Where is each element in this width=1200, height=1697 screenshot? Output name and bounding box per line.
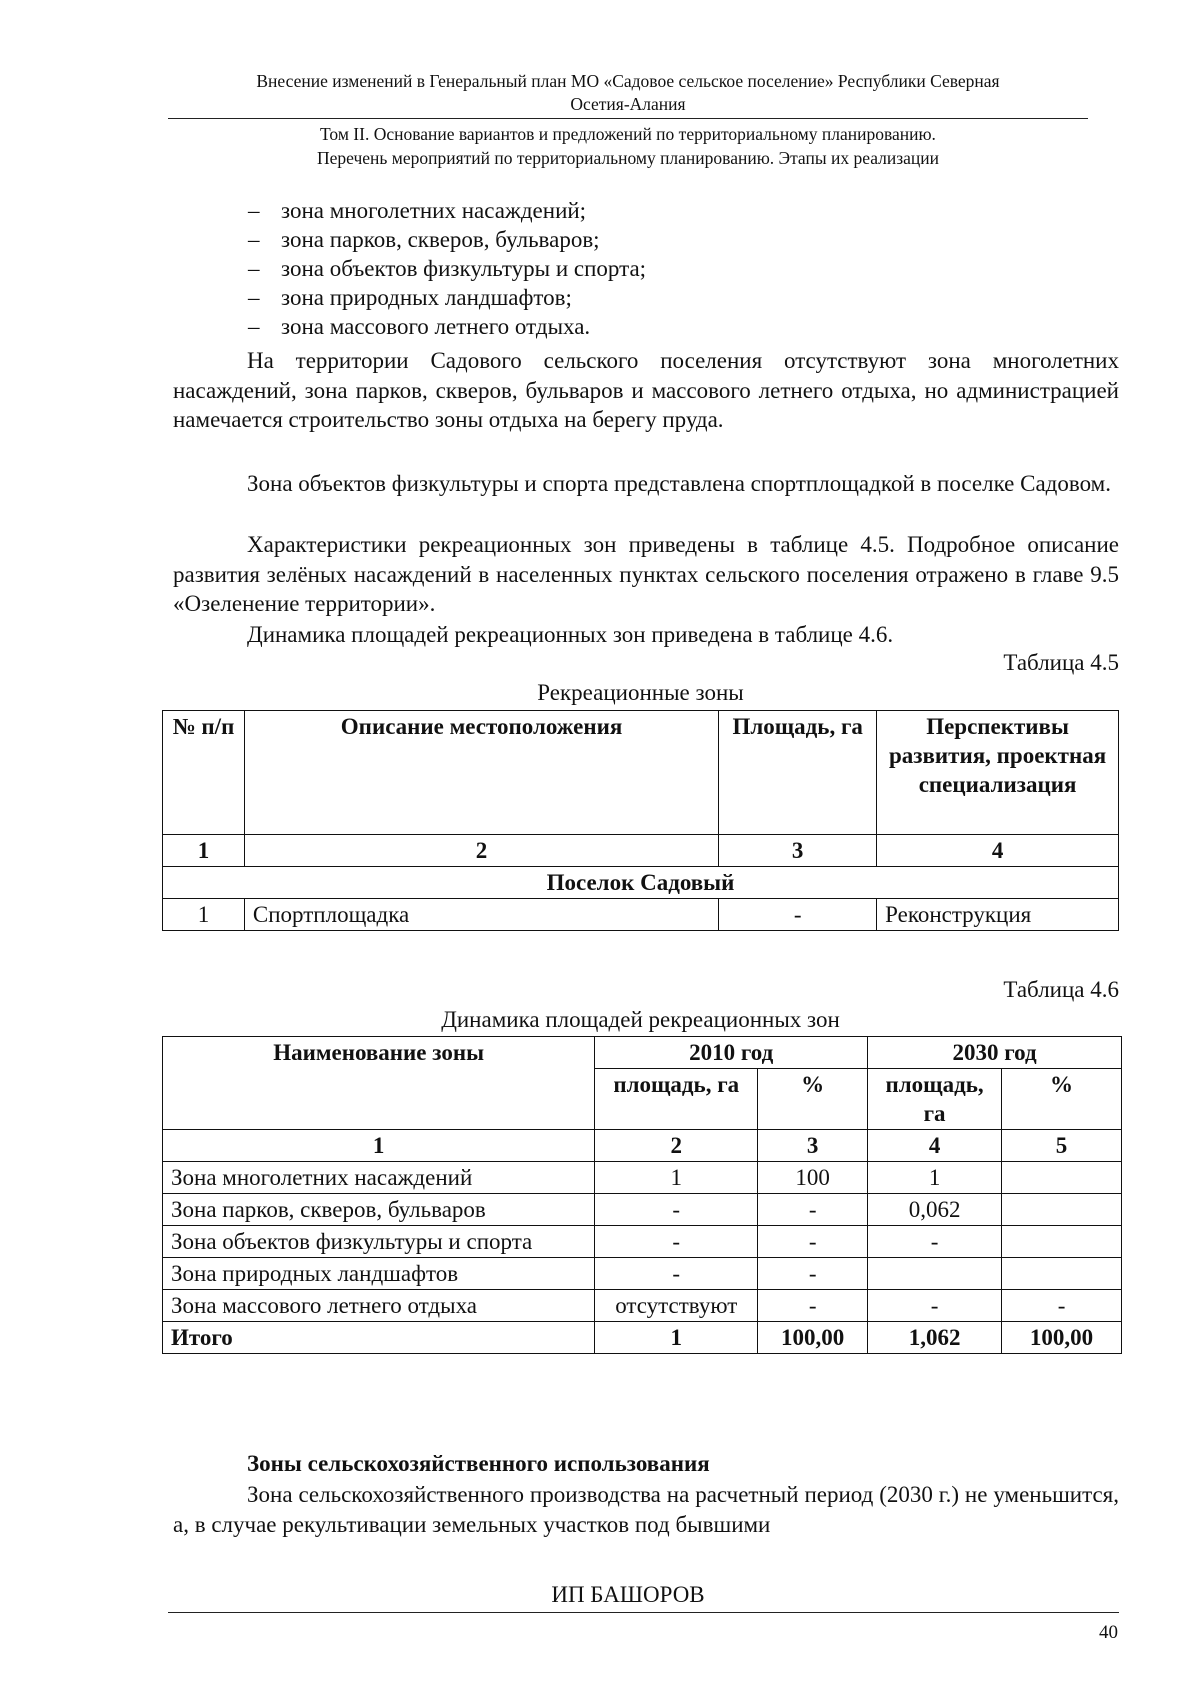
paragraph-2: Зона объектов физкультуры и спорта представлена спортплощадкой в поселке Садовом. xyxy=(247,471,1111,496)
table-row: Зона массового летнего отдыха отсутствуют - - - xyxy=(163,1290,1122,1322)
document-header-title xyxy=(168,70,1088,116)
document-header-subtitle xyxy=(168,122,1088,170)
list-item: – зона природных ландшафтов; xyxy=(248,285,572,310)
header-cell: Описание местоположения xyxy=(244,711,718,835)
paragraph-5: Зона сельскохозяйственного производства на расчетный период (2030 г.) не уменьшится, а, в случае рекультивации земельных участков под бывшими xyxy=(173,1482,1119,1537)
table-section-row xyxy=(163,867,1119,899)
header-line-4: Перечень мероприятий по территориальному планированию. Этапы их реализации xyxy=(317,148,939,168)
header-line-1: Внесение изменений в Генеральный план МО «Садовое сельское поселение» Республики Северная xyxy=(256,71,1000,91)
table-row: Зона парков, скверов, бульваров - - 0,062 xyxy=(163,1194,1122,1226)
header-cell: 2010 год xyxy=(595,1037,868,1069)
section-title: Поселок Садовый xyxy=(163,867,1119,899)
table-row: Зона природных ландшафтов - - xyxy=(163,1258,1122,1290)
footer-org: ИП БАШОРОВ xyxy=(551,1582,705,1607)
table-4-5 xyxy=(162,710,1119,931)
table-4-6 xyxy=(162,1036,1122,1354)
table-header-row xyxy=(163,1037,1122,1069)
list-item: – зона объектов физкультуры и спорта; xyxy=(248,256,647,281)
header-cell: % xyxy=(758,1069,868,1130)
paragraph-3: Характеристики рекреационных зон приведены в таблице 4.5. Подробное описание развития зелёных насаждений в населенных пунктах сельского поселения отражено в главе 9.5 «Озеленение территории». xyxy=(173,532,1119,616)
table-header-row xyxy=(163,711,1119,835)
page-number: 40 xyxy=(1099,1622,1118,1643)
table-total-row: Итого 1 100,00 1,062 100,00 xyxy=(163,1322,1122,1354)
table-4-6-label: Таблица 4.6 xyxy=(1003,977,1119,1002)
header-cell: № п/п xyxy=(163,711,245,835)
header-cell: Наименование зоны xyxy=(163,1037,595,1130)
footer-rule xyxy=(168,1612,1119,1613)
table-number-row: 1 2 3 4 xyxy=(163,835,1119,867)
table-4-5-label: Таблица 4.5 xyxy=(1003,650,1119,675)
table-row: Зона многолетних насаждений 1 100 1 xyxy=(163,1162,1122,1194)
paragraph-1: На территории Садового сельского поселения отсутствуют зона многолетних насаждений, зона парков, скверов, бульваров и массового летнего отдыха, но администрацией намечается строительство зоны отдыха на берегу пруда. xyxy=(173,348,1119,432)
paragraph-4: Динамика площадей рекреационных зон приведена в таблице 4.6. xyxy=(247,622,894,647)
list-item: – зона многолетних насаждений; xyxy=(248,198,587,223)
table-row: Зона объектов физкультуры и спорта - - - xyxy=(163,1226,1122,1258)
header-line-3: Том II. Основание вариантов и предложений по территориальному планированию. xyxy=(320,124,936,144)
table-4-6-caption: Динамика площадей рекреационных зон xyxy=(441,1007,840,1032)
list-item: – зона парков, скверов, бульваров; xyxy=(248,227,600,252)
header-cell: % xyxy=(1002,1069,1122,1130)
section-heading: Зоны сельскохозяйственного использования xyxy=(247,1451,710,1476)
header-line-2: Осетия-Алания xyxy=(570,94,686,114)
header-cell: площадь, га xyxy=(868,1069,1002,1130)
list-item: – зона массового летнего отдыха. xyxy=(248,314,591,339)
table-number-row: 1 2 3 4 5 xyxy=(163,1130,1122,1162)
table-row: 1 Спортплощадка - Реконструкция xyxy=(163,899,1119,931)
header-cell: площадь, га xyxy=(595,1069,758,1130)
header-cell: 2030 год xyxy=(868,1037,1122,1069)
table-4-5-caption: Рекреационные зоны xyxy=(537,680,744,705)
header-rule xyxy=(168,118,1088,119)
header-cell: Площадь, га xyxy=(719,711,877,835)
zone-list xyxy=(248,196,646,341)
header-cell: Перспективы развития, проектная специализация xyxy=(877,711,1119,835)
